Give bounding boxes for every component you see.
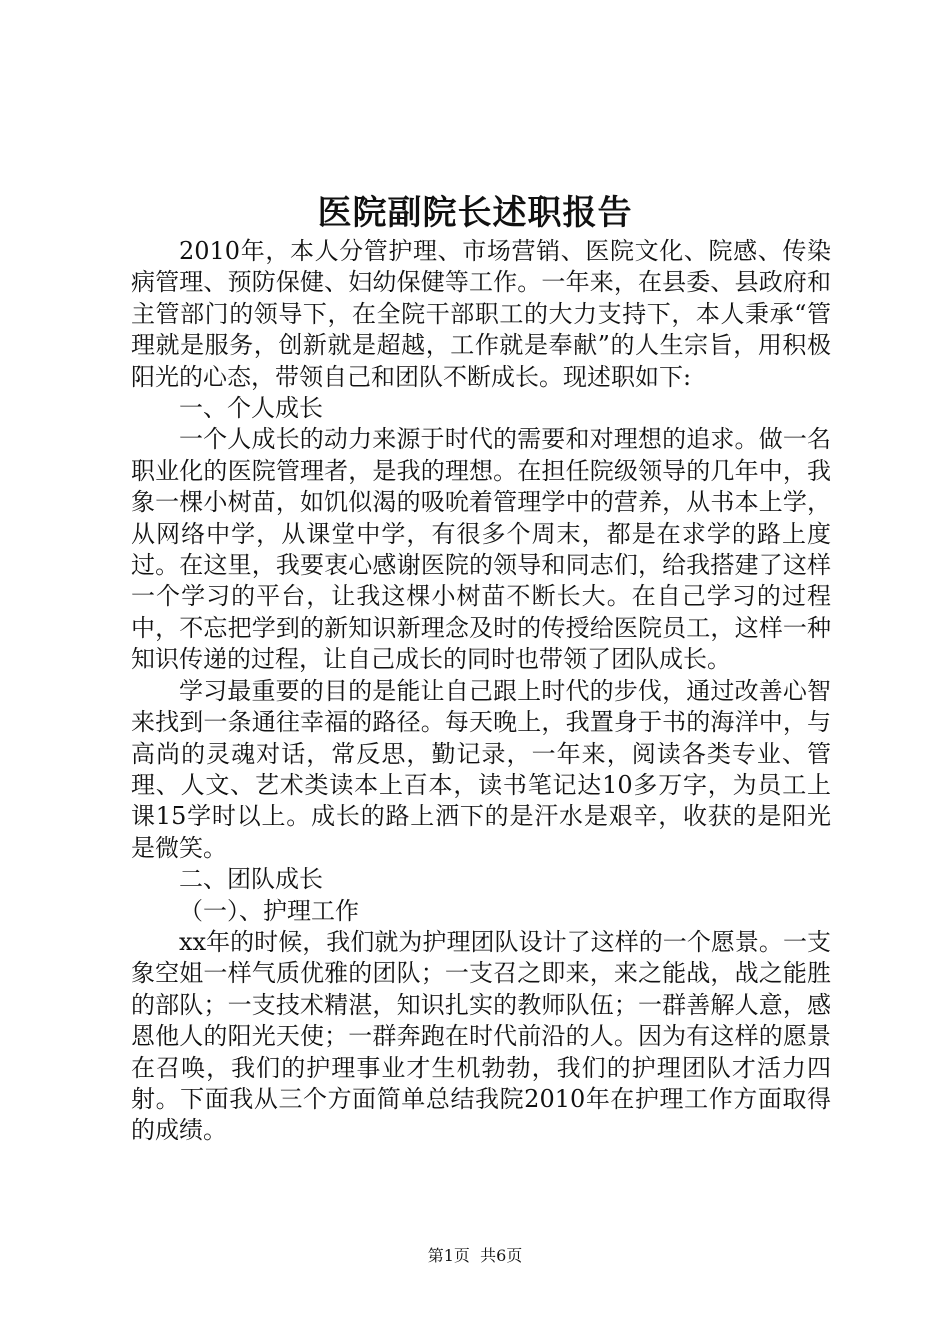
page-footer bbox=[0, 1243, 950, 1266]
document-title: 医院副院长述职报告 bbox=[317, 193, 633, 233]
document-body bbox=[131, 236, 831, 1147]
intro-paragraph: 2010年，本人分管护理、市场营销、医院文化、院感、传染病管理、预防保健、妇幼保健等工作。一年来，在县委、县政府和主管部门的领导下，在全院干部职工的大力支持下，本人秉承“管理就是服务，创新就是超越，工作就是奉献”的人生宗旨，用积极阳光的心态，带领自己和团队不断成长。现述职如下: bbox=[131, 237, 831, 391]
subsection-heading-nursing: （一）、护理工作 bbox=[179, 896, 359, 925]
section-heading-team-growth: 二、团队成长 bbox=[179, 865, 323, 894]
nursing-paragraph: xx年的时候，我们就为护理团队设计了这样的一个愿景。一支象空姐一样气质优雅的团队；一支召之即来，来之能战，战之能胜的部队；一支技术精湛，知识扎实的教师队伍；一群善解人意，感恩他人的阳光天使；一群奔跑在时代前沿的人。因为有这样的愿景在召唤，我们的护理事业才生机勃勃，我们的护理团队才活力四射。下面我从三个方面简单总结我院2010年在护理工作方面取得的成绩。 bbox=[131, 927, 831, 1145]
page-number: 第1页 bbox=[427, 1246, 470, 1265]
page-total: 共6页 bbox=[480, 1246, 523, 1265]
personal-growth-paragraph-2: 学习最重要的目的是能让自己跟上时代的步伐，通过改善心智来找到一条通往幸福的路径。每天晚上，我置身于书的海洋中，与高尚的灵魂对话，常反思，勤记录，一年来，阅读各类专业、管理、人文、艺术类读本上百本，读书笔记达10多万字，为员工上课15学时以上。成长的路上洒下的是汗水是艰辛，收获的是阳光是微笑。 bbox=[131, 676, 831, 862]
personal-growth-paragraph-1: 一个人成长的动力来源于时代的需要和对理想的追求。做一名职业化的医院管理者，是我的理想。在担任院级领导的几年中，我象一棵小树苗，如饥似渴的吸吮着管理学中的营养，从书本上学，从网络中学，从课堂中学，有很多个周末，都是在求学的路上度过。在这里，我要衷心感谢医院的领导和同志们，给我搭建了这样一个学习的平台，让我这棵小树苗不断长大。在自己学习的过程中，不忘把学到的新知识新理念及时的传授给医院员工，这样一种知识传递的过程，让自己成长的同时也带领了团队成长。 bbox=[131, 425, 831, 674]
section-heading-personal-growth: 一、个人成长 bbox=[179, 394, 323, 423]
